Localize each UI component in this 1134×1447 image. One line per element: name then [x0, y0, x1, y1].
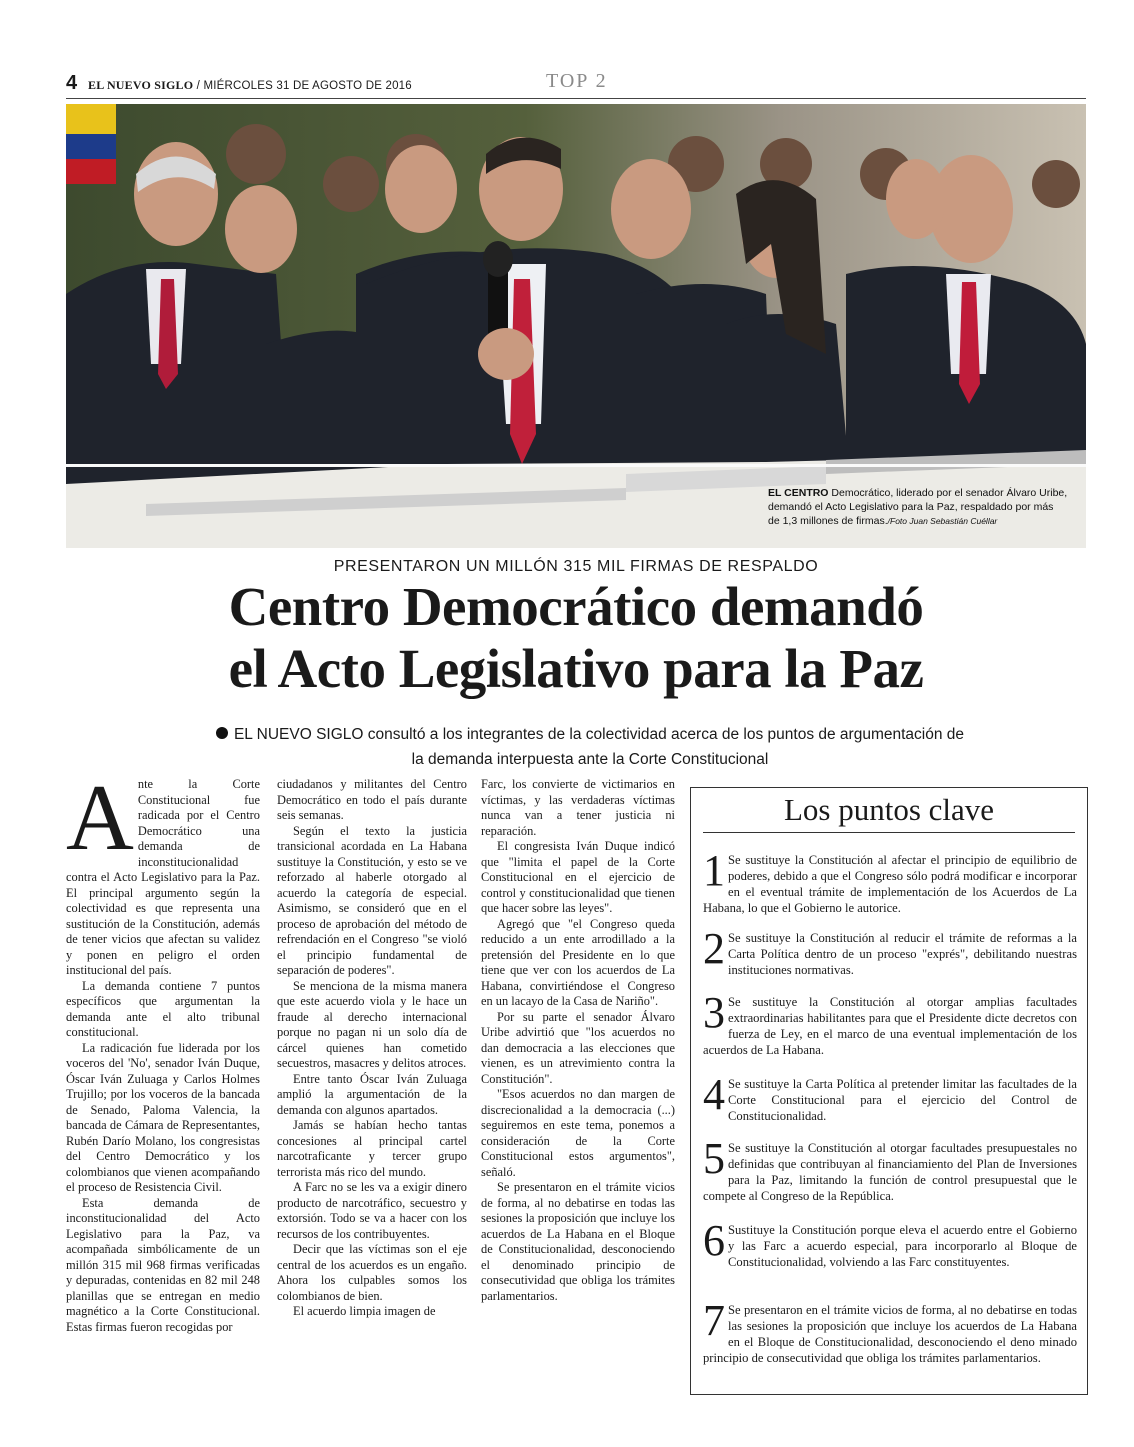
paragraph: La demanda contiene 7 puntos específicos que argumentan la demanda ante el alto tribunal constitucional. — [66, 978, 260, 1039]
paragraph: Se menciona de la misma manera que este acuerdo viola y le hace un fraude al derecho internacional porque no pagan ni un solo día de cárcel quienes han cometido secuestros, masacres y delitos atroces. — [277, 978, 467, 1070]
point-text: Sustituye la Constitución porque eleva el acuerdo entre el Gobierno y las Farc a acuerdo especial, para incorporarlo al Bloque de Constitucionalidad, volviendo a las Farc constituyentes. — [728, 1223, 1077, 1269]
paper-name: EL NUEVO SIGLO — [88, 78, 194, 92]
article-column-2 — [277, 777, 467, 1320]
paragraph: Jamás se habían hecho tantas concesiones al principal cartel narcotraficante y tercer grupo terrorista más rico del mundo. — [277, 1118, 467, 1179]
paragraph: El congresista Iván Duque indicó que "limita el papel de la Corte Constitucional en el ejercicio de control y constitucionalidad que tienen que hacer sobre las leyes". — [481, 839, 675, 915]
point-text: Se sustituye la Constitución al otorgar amplias facultades extraordinarias habilitantes para que el Presidente dicte decretos con fuerza de Ley, en el marco de una eventual implementación de los acuerdos de La Habana. — [703, 995, 1077, 1057]
photo-caption — [768, 486, 1068, 528]
paragraph: Entre tanto Óscar Iván Zuluaga amplió la argumentación de la demanda con algunos apartados. — [277, 1071, 467, 1117]
point-text: Se sustituye la Constitución al otorgar facultades presupuestales no definidas que contribuyan al financiamiento del Plan de Inversiones para la Paz, limitando la función de control presupuestal que le compete al Congreso de la República. — [703, 1141, 1077, 1203]
paragraph: A Farc no se les va a exigir dinero producto de narcotráfico, secuestro y extorsión. Todo se va a hacer con los recursos de los contribuyentes. — [277, 1180, 467, 1241]
point-number: 3 — [703, 988, 725, 1037]
box-rule — [703, 832, 1075, 833]
photo-illustration — [66, 104, 1086, 548]
key-point-1 — [703, 846, 1077, 916]
paragraph: Agregó que "el Congreso queda reducido a un ente arrodillado a la pretensión del Presidente en lo que tiene que ver con los acuerdos de La Habana, convirtiéndose el Congreso en un lacayo de la Casa de Nariño". — [481, 916, 675, 1008]
headline-line-1: Centro Democrático demandó — [228, 576, 924, 637]
article-column-1 — [66, 766, 260, 1335]
point-number: 1 — [703, 846, 725, 895]
key-point-6 — [703, 1216, 1077, 1270]
photo-credit: /Foto Juan Sebastián Cuéllar — [887, 516, 998, 526]
point-number: 4 — [703, 1070, 725, 1119]
paragraph: ciudadanos y militantes del Centro Democrático en todo el país durante seis semanas. — [277, 777, 467, 822]
paragraph: Se presentaron en el trámite vicios de forma, al no debatirse en todas las sesiones la proposición que incluye los acuerdos de La Habana en el Bloque de Constitucionalidad, desconociendo el denominado principio de consecutividad que obliga los trámites parlamentarios. — [481, 1180, 675, 1303]
paragraph: La radicación fue liderada por los voceros del 'No', senador Iván Duque, Óscar Iván Zuluaga y Carlos Holmes Trujillo; por los voceros de la bancada de Senado, Paloma Valencia, la bancada de Cámara de Representantes, Rubén Darío Molano, los congresistas del Centro Democrático y los colombianos que vienen acompañando el proceso de Resistencia Civil. — [66, 1040, 260, 1194]
paragraph: El acuerdo limpia imagen de — [293, 1304, 436, 1318]
point-text: Se sustituye la Carta Política al pretender limitar las facultades de la Corte Constitucional para el ejercicio del Control de Constitucionalidad. — [728, 1077, 1077, 1123]
key-point-3 — [703, 988, 1077, 1058]
paragraph: Decir que las víctimas son el eje central de los acuerdos es un engaño. Ahora los culpables somos los colombianos de bien. — [277, 1242, 467, 1303]
paragraph: Ante la Corte Constitucional fue radicada por el Centro Democrático una demanda de inconstitucionalidad contra el Acto Legislativo para la Paz. El principal argumento según la colectividad es que representa una sustitución de la Constitución, además de tener vicios que afectan su validez y ponen en peligro el orden institucional del país. — [66, 766, 260, 977]
key-points-box — [690, 787, 1088, 1395]
paragraph: "Esos acuerdos no dan margen de discrecionalidad a la democracia (...) seguiremos en este tema, ponemos a consideración de la Corte Constitucional estos argumentos", señaló. — [481, 1087, 675, 1179]
key-point-5 — [703, 1134, 1077, 1204]
point-number: 2 — [703, 924, 725, 973]
paragraph: Farc, los convierte de victimarios en víctimas, y las verdaderas víctimas nunca van a tener justicia ni reparación. — [481, 777, 675, 838]
caption-text: Democrático, liderado por el senador Álvaro Uribe, demandó el Acto Legislativo para la Paz, respaldado por más de 1,3 millones de firmas. — [768, 487, 1068, 527]
paragraph: Según el texto la justicia transicional acordada en La Habana sustituye la Constitución, y esto se ve reforzado al haberle otorgado al acuerdo la categoría de especial. Asimismo, se consideró que en el proceso de aprobación del método de refrendación en el Congreso "se violó el principio fundamental de separación de poderes". — [277, 823, 467, 977]
point-text: Se presentaron en el trámite vicios de forma, al no debatirse en todas las sesiones la proposición que incluye los acuerdos de La Habana en el Bloque de Constitucionalidad, desconociendo el deno minado principio de consecutividad que obliga los trámites parlamentarios. — [703, 1303, 1077, 1365]
caption-lead: EL CENTRO — [768, 487, 829, 499]
key-point-2 — [703, 924, 1077, 978]
page-header — [66, 72, 1086, 98]
key-point-4 — [703, 1070, 1077, 1124]
paragraph: Por su parte el senador Álvaro Uribe advirtió que "los acuerdos no dan democracia a las elecciones que vienen, es un atrevimiento contra la Constitución". — [481, 1009, 675, 1086]
bullet-icon — [216, 727, 228, 739]
point-number: 6 — [703, 1216, 725, 1265]
deck — [210, 722, 970, 772]
kicker: PRESENTARON UN MILLÓN 315 MIL FIRMAS DE RESPALDO — [333, 558, 819, 575]
point-number: 7 — [703, 1296, 725, 1345]
key-point-7 — [703, 1296, 1077, 1366]
section-label: TOP 2 — [546, 70, 608, 92]
headline — [66, 576, 1086, 700]
paragraph: Esta demanda de inconstitucionalidad del Acto Legislativo para la Paz, va acompañada simbólicamente de un millón 315 mil 968 firmas verificadas y depuradas, contenidas en 82 mil 248 planillas que se entregan en medio magnético a la Corte Constitucional. Estas firmas fueron recogidas por — [66, 1195, 260, 1334]
page-number: 4 — [66, 72, 78, 94]
point-number: 5 — [703, 1134, 725, 1183]
deck-text: EL NUEVO SIGLO consultó a los integrantes de la colectividad acerca de los puntos de argumentación de la demanda interpuesta ante la Corte Constitucional — [233, 726, 965, 768]
point-text: Se sustituye la Constitución al afectar el principio de equilibrio de poderes, debido a que el Congreso sólo podrá modificar e incorporar en el eventual trámite de implementación de los Acuerdos de La Habana, lo que el Gobierno le autorice. — [703, 853, 1077, 915]
headline-line-2: el Acto Legislativo para la Paz — [228, 638, 924, 699]
article-column-3 — [481, 777, 675, 1304]
box-title: Los puntos clave — [783, 792, 995, 827]
header-rule — [66, 98, 1086, 99]
masthead — [88, 78, 412, 93]
point-text: Se sustituye la Constitución al reducir el trámite de reformas a la Carta Política dentro de un proceso "exprés", debilitando nuestras instituciones normativas. — [728, 931, 1077, 977]
news-photo — [66, 104, 1086, 548]
issue-date: / MIÉRCOLES 31 DE AGOSTO DE 2016 — [196, 80, 412, 92]
drop-cap: A — [66, 766, 134, 870]
